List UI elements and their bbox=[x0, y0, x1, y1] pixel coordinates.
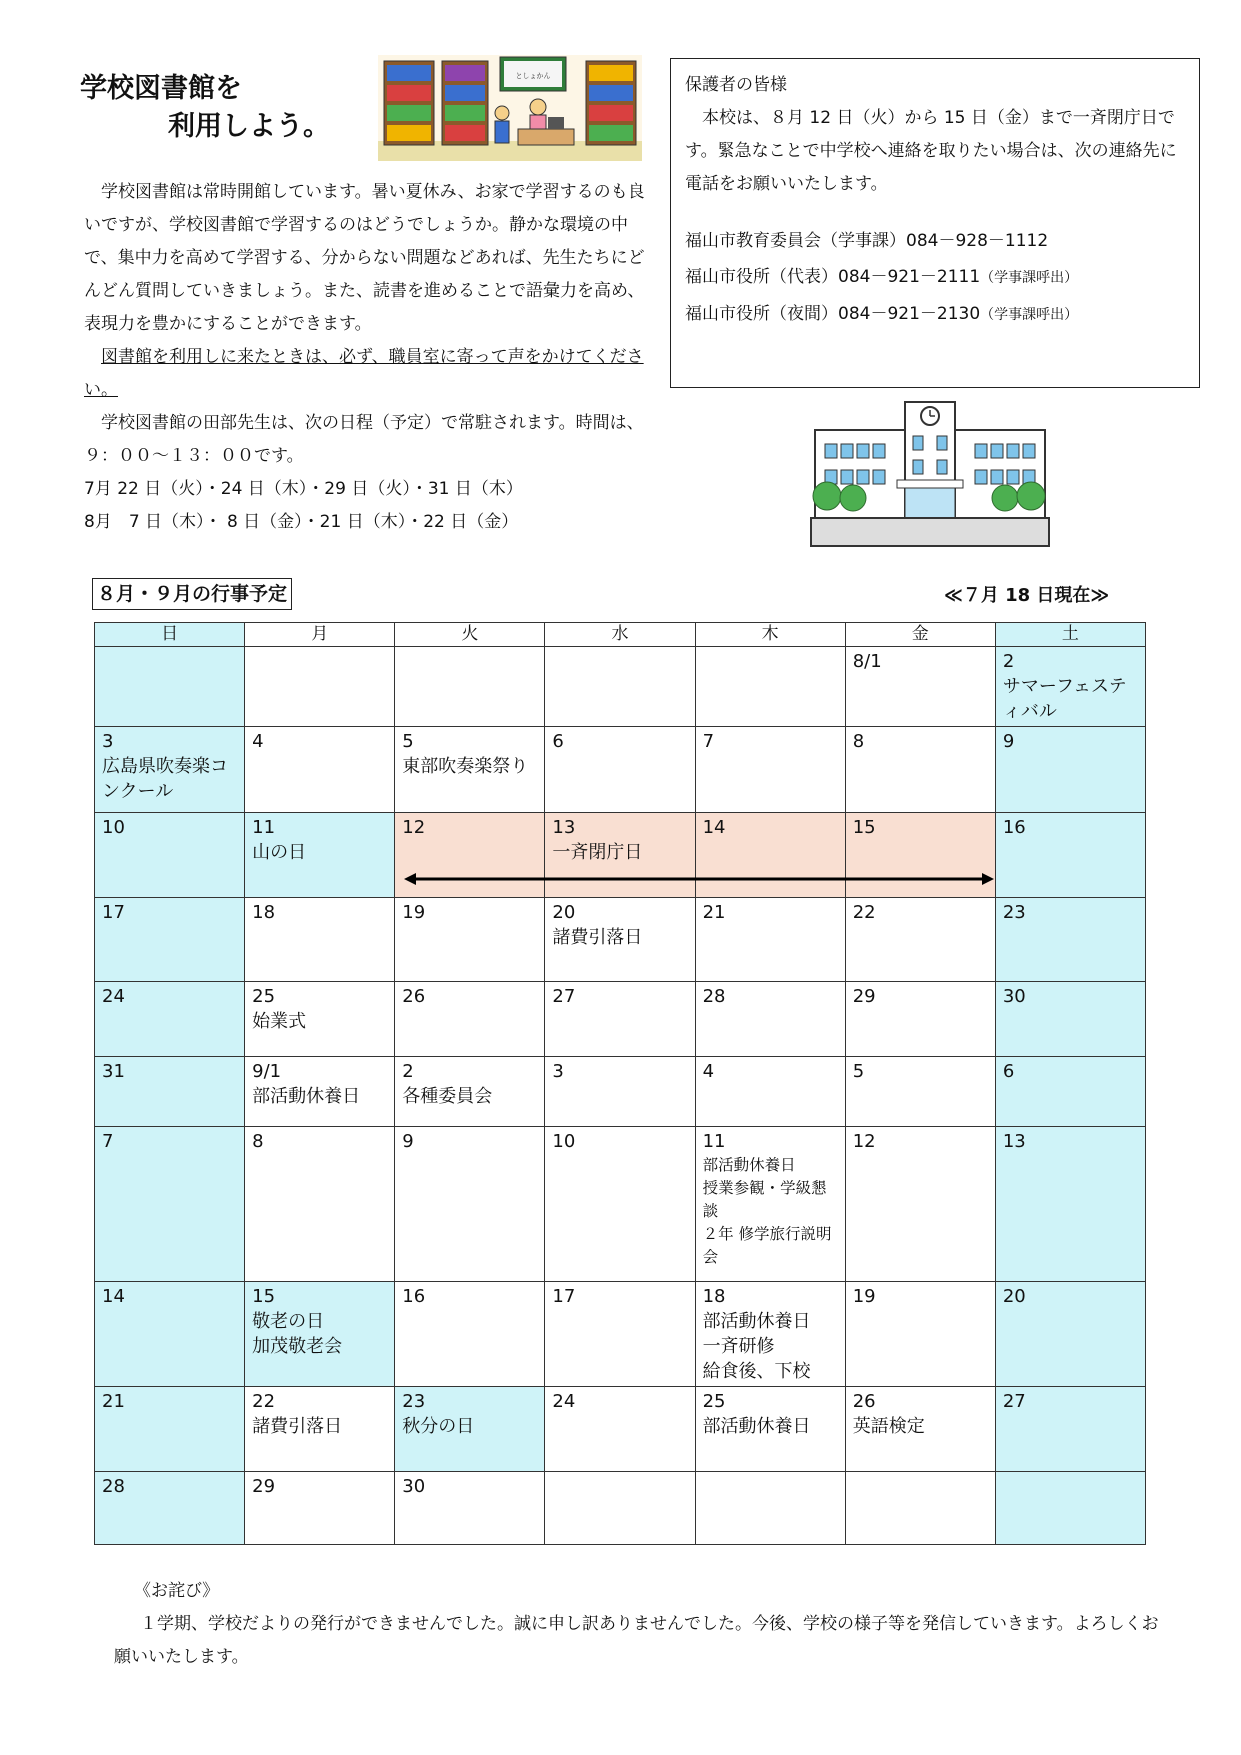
library-illustration-icon bbox=[378, 55, 642, 161]
calendar-day bbox=[545, 982, 695, 1057]
calendar-title: ８月・９月の行事予定 bbox=[92, 578, 292, 610]
calendar-day bbox=[95, 647, 245, 727]
calendar-week bbox=[95, 898, 1146, 982]
calendar-day bbox=[845, 727, 995, 813]
day-event: 一斉閉庁日 bbox=[552, 842, 643, 863]
day-event: 始業式 bbox=[252, 1011, 307, 1032]
day-event: 山の日 bbox=[252, 842, 307, 863]
day-number: 3 bbox=[552, 1061, 564, 1082]
day-number: 26 bbox=[852, 1391, 876, 1412]
calendar-week bbox=[95, 1057, 1146, 1127]
day-number: 29 bbox=[852, 986, 876, 1007]
calendar-day bbox=[395, 1127, 545, 1282]
calendar-day bbox=[245, 898, 395, 982]
calendar-week bbox=[95, 1282, 1146, 1387]
day-event: 諸費引落日 bbox=[252, 1416, 343, 1437]
calendar-day bbox=[695, 898, 845, 982]
calendar-day bbox=[845, 1472, 995, 1545]
apology-body: １学期、学校だよりの発行ができませんでした。誠に申し訳ありませんでした。今後、学校の様子等を発信していきます。よろしくお願いいたします。 bbox=[114, 1614, 1159, 1667]
weekday-sun: 日 bbox=[95, 623, 245, 647]
weekday-mon: 月 bbox=[245, 623, 395, 647]
calendar-day bbox=[545, 1387, 695, 1472]
day-number: 21 bbox=[702, 902, 726, 923]
calendar-day bbox=[995, 1057, 1145, 1127]
day-number: 9/1 bbox=[252, 1061, 282, 1082]
calendar-day bbox=[245, 647, 395, 727]
day-number: 16 bbox=[1002, 817, 1026, 838]
calendar-day bbox=[245, 982, 395, 1057]
day-number: 8 bbox=[852, 731, 865, 752]
closed-period-arrow-icon bbox=[404, 872, 994, 886]
library-text bbox=[84, 176, 656, 539]
calendar-day bbox=[245, 1282, 395, 1387]
calendar-day bbox=[995, 813, 1145, 898]
day-number: 28 bbox=[702, 986, 726, 1007]
library-paragraph1: 学校図書館は常時開館しています。暑い夏休み、お家で学習するのも良いですが、学校図書館で学習するのはどうでしょうか。静かな環境の中で、集中力を高めて学習する、分からない問題などあれば、先生たちにどんどん質問していきましょう。また、読書を進めることで語彙力を高め、表現力を豊かにすることができます。 bbox=[84, 182, 645, 334]
notice-heading: 保護者の皆様 bbox=[685, 75, 787, 95]
weekday-fri: 金 bbox=[845, 623, 995, 647]
day-number: 7 bbox=[702, 731, 715, 752]
day-number: 12 bbox=[852, 1131, 876, 1152]
day-number: 9 bbox=[402, 1131, 414, 1152]
day-event: 加茂敬老会 bbox=[252, 1336, 343, 1357]
illustration-sign-text: としょかん bbox=[515, 72, 551, 80]
day-number: 2 bbox=[1002, 651, 1015, 672]
calendar-day bbox=[245, 1127, 395, 1282]
day-event: 部活動休養日 bbox=[702, 1311, 811, 1332]
day-event: 部活動休養日 bbox=[702, 1156, 796, 1174]
calendar-day bbox=[95, 982, 245, 1057]
apology-heading: 《お詫び》 bbox=[134, 1581, 220, 1601]
day-number: 19 bbox=[852, 1286, 876, 1307]
calendar-day bbox=[995, 647, 1145, 727]
calendar-day bbox=[545, 898, 695, 982]
day-number: 19 bbox=[402, 902, 426, 923]
calendar-day bbox=[995, 1127, 1145, 1282]
calendar-day bbox=[845, 647, 995, 727]
calendar-day bbox=[95, 813, 245, 898]
calendar-day bbox=[695, 1127, 845, 1282]
calendar-day bbox=[395, 727, 545, 813]
calendar-day bbox=[845, 1387, 995, 1472]
day-number: 25 bbox=[702, 1391, 726, 1412]
calendar-day bbox=[95, 727, 245, 813]
calendar-day bbox=[545, 1472, 695, 1545]
library-title-line1: 学校図書館を bbox=[80, 73, 242, 104]
day-number: 22 bbox=[852, 902, 876, 923]
day-number: 9 bbox=[1002, 731, 1015, 752]
weekday-thu: 木 bbox=[695, 623, 845, 647]
school-building-icon bbox=[805, 400, 1055, 550]
notice-body: 本校は、８月 12 日（火）から 15 日（金）まで一斉閉庁日です。緊急なことで中学校へ連絡を取りたい場合は、次の連絡先に電話をお願いいたします。 bbox=[685, 108, 1177, 194]
day-number: 12 bbox=[402, 817, 426, 838]
day-number: 4 bbox=[252, 731, 264, 752]
day-number: 13 bbox=[1002, 1131, 1026, 1152]
day-number: 31 bbox=[102, 1061, 125, 1082]
day-number: 16 bbox=[402, 1286, 426, 1307]
event-calendar bbox=[94, 622, 1146, 1545]
calendar-day bbox=[395, 647, 545, 727]
calendar-day bbox=[695, 727, 845, 813]
calendar-day bbox=[695, 1387, 845, 1472]
parents-notice-box bbox=[670, 58, 1200, 388]
day-number: 6 bbox=[1002, 1061, 1015, 1082]
calendar-day bbox=[395, 1472, 545, 1545]
day-event: 部活動休養日 bbox=[702, 1416, 811, 1437]
apology-section bbox=[114, 1575, 1164, 1674]
day-number: 11 bbox=[702, 1131, 726, 1152]
calendar-day bbox=[995, 1472, 1145, 1545]
calendar-day bbox=[95, 1472, 245, 1545]
day-number: 18 bbox=[702, 1286, 726, 1307]
day-event: 部活動休養日 bbox=[252, 1086, 361, 1107]
day-number: 13 bbox=[552, 817, 576, 838]
library-title-line2: 利用しよう。 bbox=[168, 111, 330, 142]
day-number: 17 bbox=[552, 1286, 576, 1307]
weekday-wed: 水 bbox=[545, 623, 695, 647]
calendar-day bbox=[95, 1282, 245, 1387]
weekday-tue: 火 bbox=[395, 623, 545, 647]
day-number: 27 bbox=[1002, 1391, 1026, 1412]
day-number: 7 bbox=[102, 1131, 114, 1152]
calendar-week bbox=[95, 647, 1146, 727]
day-event: 一斉研修 bbox=[702, 1336, 775, 1357]
day-number: 28 bbox=[102, 1476, 125, 1497]
day-number: 6 bbox=[552, 731, 564, 752]
day-number: 23 bbox=[1002, 902, 1026, 923]
day-event: 諸費引落日 bbox=[552, 927, 643, 948]
day-number: 27 bbox=[552, 986, 576, 1007]
calendar-day bbox=[995, 898, 1145, 982]
day-number: 24 bbox=[102, 986, 125, 1007]
calendar-day bbox=[95, 1057, 245, 1127]
calendar-day bbox=[245, 727, 395, 813]
day-number: 20 bbox=[552, 902, 576, 923]
calendar-day bbox=[95, 898, 245, 982]
calendar-day bbox=[395, 898, 545, 982]
calendar-day bbox=[395, 1387, 545, 1472]
calendar-day bbox=[695, 982, 845, 1057]
day-event: 給食後、下校 bbox=[702, 1361, 811, 1382]
library-paragraph3: 学校図書館の田部先生は、次の日程（予定）で常駐されます。時間は、９：００～１３：００です。 bbox=[84, 413, 644, 466]
calendar-as-of: ≪７月 18 日現在≫ bbox=[944, 585, 1110, 606]
day-number: 17 bbox=[102, 902, 125, 923]
calendar-day bbox=[995, 1387, 1145, 1472]
day-number: 24 bbox=[552, 1391, 576, 1412]
day-event: サマーフェスティバル bbox=[1002, 676, 1127, 722]
day-event: 授業参観・学級懇談 bbox=[702, 1179, 827, 1220]
day-number: 8/1 bbox=[852, 651, 882, 672]
day-event: 英語検定 bbox=[852, 1416, 925, 1437]
day-number: 18 bbox=[252, 902, 276, 923]
calendar-day bbox=[695, 1282, 845, 1387]
calendar-day bbox=[695, 647, 845, 727]
day-number: 26 bbox=[402, 986, 426, 1007]
calendar-day bbox=[395, 1057, 545, 1127]
calendar-day bbox=[995, 1282, 1145, 1387]
day-event: 広島県吹奏楽コンクール bbox=[102, 756, 228, 802]
calendar-week bbox=[95, 1472, 1146, 1545]
library-paragraph2: 図書館を利用しに来たときは、必ず、職員室に寄って声をかけてください。 bbox=[84, 347, 644, 400]
calendar-day bbox=[545, 727, 695, 813]
day-number: 2 bbox=[402, 1061, 414, 1082]
day-event: 各種委員会 bbox=[402, 1086, 493, 1107]
calendar-week bbox=[95, 1387, 1146, 1472]
library-title bbox=[80, 70, 330, 146]
day-number: 5 bbox=[402, 731, 414, 752]
day-number: 8 bbox=[252, 1131, 264, 1152]
day-number: 30 bbox=[402, 1476, 426, 1497]
calendar-day bbox=[545, 1057, 695, 1127]
day-event: 東部吹奏楽祭り bbox=[402, 756, 529, 777]
calendar-week bbox=[95, 1127, 1146, 1282]
day-number: 14 bbox=[702, 817, 726, 838]
calendar-day bbox=[695, 1057, 845, 1127]
day-number: 15 bbox=[252, 1286, 276, 1307]
calendar-day bbox=[245, 813, 395, 898]
day-number: 4 bbox=[702, 1061, 715, 1082]
day-number: 23 bbox=[402, 1391, 426, 1412]
day-number: 10 bbox=[102, 817, 125, 838]
day-number: 20 bbox=[1002, 1286, 1026, 1307]
calendar-day bbox=[695, 1472, 845, 1545]
calendar-week bbox=[95, 727, 1146, 813]
calendar-day bbox=[845, 1282, 995, 1387]
calendar-week bbox=[95, 982, 1146, 1057]
day-number: 25 bbox=[252, 986, 276, 1007]
calendar-day bbox=[95, 1127, 245, 1282]
day-number: 10 bbox=[552, 1131, 576, 1152]
calendar-day bbox=[395, 982, 545, 1057]
contact-board-of-education: 福山市教育委員会（学事課）084－928－1112 bbox=[685, 231, 1049, 251]
calendar-day bbox=[845, 982, 995, 1057]
day-number: 14 bbox=[102, 1286, 125, 1307]
day-number: 21 bbox=[102, 1391, 125, 1412]
calendar-day bbox=[995, 982, 1145, 1057]
calendar-day bbox=[245, 1472, 395, 1545]
day-event: 秋分の日 bbox=[402, 1416, 475, 1437]
day-event: ２年 修学旅行説明会 bbox=[702, 1225, 832, 1266]
calendar-day bbox=[245, 1057, 395, 1127]
calendar-day bbox=[995, 727, 1145, 813]
day-number: 29 bbox=[252, 1476, 276, 1497]
day-number: 11 bbox=[252, 817, 276, 838]
day-number: 30 bbox=[1002, 986, 1026, 1007]
contact-city-hall-night: 福山市役所（夜間）084－921－2130（学事課呼出） bbox=[685, 304, 1079, 324]
calendar-day bbox=[545, 1127, 695, 1282]
calendar-day bbox=[95, 1387, 245, 1472]
weekday-sat: 土 bbox=[995, 623, 1145, 647]
calendar-day bbox=[845, 1057, 995, 1127]
calendar-day bbox=[545, 1282, 695, 1387]
contact-city-hall-main: 福山市役所（代表）084－921－2111（学事課呼出） bbox=[685, 267, 1079, 287]
calendar-day bbox=[545, 647, 695, 727]
day-event: 敬老の日 bbox=[252, 1311, 325, 1332]
calendar-day bbox=[395, 1282, 545, 1387]
day-number: 5 bbox=[852, 1061, 865, 1082]
calendar-day bbox=[845, 1127, 995, 1282]
calendar-day bbox=[845, 898, 995, 982]
calendar-weekday-row bbox=[95, 623, 1146, 647]
library-dates-line1: 7月 22 日（火）・24 日（木）・29 日（火）・31 日（木） bbox=[84, 479, 523, 499]
day-number: 22 bbox=[252, 1391, 276, 1412]
day-number: 3 bbox=[102, 731, 114, 752]
library-dates-line2: 8月 7 日（木）・ 8 日（金）・21 日（木）・22 日（金） bbox=[84, 512, 519, 532]
day-number: 15 bbox=[852, 817, 876, 838]
calendar-day bbox=[245, 1387, 395, 1472]
